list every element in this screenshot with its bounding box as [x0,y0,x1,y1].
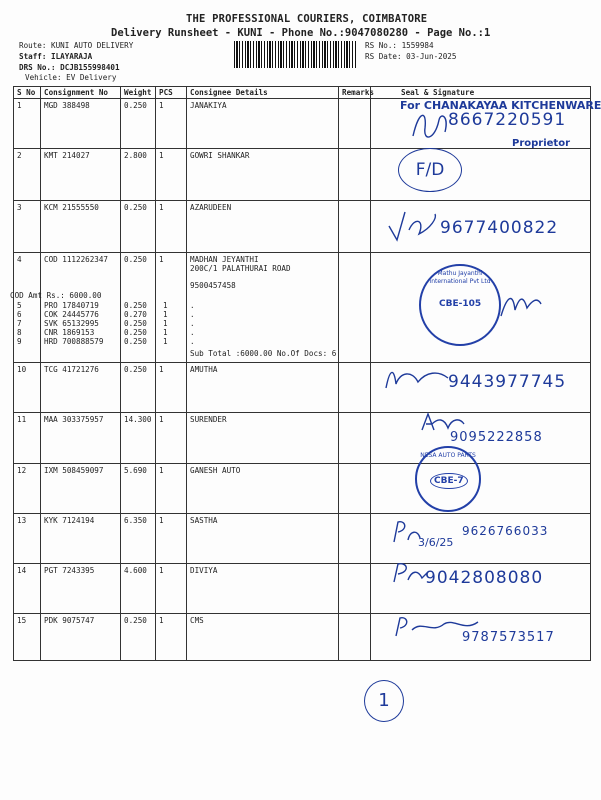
consignment-main: COD 1112262347 [44,255,109,264]
pcs [156,253,187,363]
col-header: PCS [156,87,187,99]
table-row [14,514,591,564]
weight-main: 0.250 [124,255,147,264]
consignee: DIVIYA [187,564,339,614]
sub-weight: 0.270 [124,310,147,319]
sno: 11 [14,413,41,464]
proprietor-label: Proprietor [512,138,571,149]
remarks [339,253,371,363]
sub-sno: 8 [17,328,22,337]
consignee: GANESH AUTO [187,464,339,514]
consignee: SURENDER [187,413,339,464]
signature-scribble [497,286,545,326]
pcs: 1 [156,514,187,564]
stamp-center-text: CBE-105 [439,299,482,309]
sub-weight: 0.250 [124,337,147,346]
handwritten-phone: 9677400822 [440,218,559,238]
col-header: Remarks [339,87,371,99]
weight: 0.250 [121,201,156,253]
consignee: SASTHA [187,514,339,564]
sub-consignment: HRD 700888579 [44,337,104,346]
pcs: 1 [156,464,187,514]
remarks [339,99,371,149]
sub-total: Sub Total :6000.00 No.Of Docs: 6 [190,349,337,358]
col-header: Consignee Details [187,87,339,99]
vehicle: Vehicle: EV Delivery [25,73,117,82]
pcs: 1 [156,149,187,201]
pcs: 1 [156,363,187,413]
remarks [339,413,371,464]
sub-sno: 9 [17,337,22,346]
consignee: AZARUDEEN [187,201,339,253]
weight: 4.600 [121,564,156,614]
remarks [339,149,371,201]
weight: 5.690 [121,464,156,514]
consignment: KMT 214027 [41,149,121,201]
pcs: 1 [156,201,187,253]
rs-date: RS Date: 03-Jun-2025 [365,52,457,61]
signature [371,464,591,514]
signature-scribble [385,206,440,242]
col-header: S No [14,87,41,99]
weight: 0.250 [121,363,156,413]
weight: 2.800 [121,149,156,201]
company-name: THE PROFESSIONAL COURIERS, COIMBATORE [186,13,428,25]
pcs: 1 [156,614,187,661]
sno: 3 [14,201,41,253]
company-stamp-text: For CHANAKAYAA KITCHENWARE [400,99,601,112]
handwritten-phone: 9042808080 [425,568,544,588]
consignee [187,253,339,363]
sno-main: 4 [17,255,22,264]
page-mark: 1 [364,680,404,722]
sno: 1 [14,99,41,149]
sub-dot: . [190,328,195,337]
consignment: KYK 7124194 [41,514,121,564]
handwritten-phone: 9443977745 [448,372,567,392]
pcs: 1 [156,564,187,614]
consignee: AMUTHA [187,363,339,413]
remarks [339,614,371,661]
sno: 10 [14,363,41,413]
pcs-main: 1 [159,255,164,264]
stamp-ring-text: NESA AUTO PARTS [420,452,476,459]
sub-dot: . [190,310,195,319]
consignee-address: 200C/1 PALATHURAI ROAD [190,264,291,273]
sno: 15 [14,614,41,661]
consignment: MGD 388498 [41,99,121,149]
weight: 0.250 [121,614,156,661]
route: Route: KUNI AUTO DELIVERY [19,41,134,50]
consignment [41,253,121,363]
consignment: KCM 21555550 [41,201,121,253]
col-header: Consignment No [41,87,121,99]
consignment: PDK 9075747 [41,614,121,661]
col-header: Weight [121,87,156,99]
sub-sno: 7 [17,319,22,328]
sub-dot: . [190,337,195,346]
pcs: 1 [156,413,187,464]
col-header: Seal & Signature [371,87,591,99]
sub-weight: 0.250 [124,319,147,328]
weight [121,253,156,363]
stamp-ring-text: Mathu Jayanthi International Pvt Ltd [429,270,491,285]
weight: 6.350 [121,514,156,564]
handwritten-phone: 9626766033 [462,524,549,538]
sub-weight: 0.250 [124,328,147,337]
sub-sno: 5 [17,301,22,310]
sno: 12 [14,464,41,514]
remarks [339,363,371,413]
consignee: CMS [187,614,339,661]
handwritten-phone: 8667220591 [448,110,567,130]
consignment: MAA 303375957 [41,413,121,464]
sub-consignment: PRO 17840719 [44,301,99,310]
consignment: IXM 508459097 [41,464,121,514]
table-row [14,464,591,514]
sub-weight: 0.250 [124,301,147,310]
drs-number: DRS No.: DCJB155998401 [19,63,120,72]
remarks [339,464,371,514]
remarks [339,564,371,614]
sub-consignment: COK 24445776 [44,310,99,319]
handwritten-phone: 9095222858 [450,430,543,445]
handwritten-phone: 9787573517 [462,630,555,645]
remarks [339,201,371,253]
consignee-phone: 9500457458 [190,281,236,290]
sub-pcs: 1 [163,328,168,337]
sub-pcs: 1 [163,337,168,346]
sub-pcs: 1 [163,310,168,319]
barcode [234,41,356,68]
sno: 13 [14,514,41,564]
staff: Staff: ILAYARAJA [19,52,93,61]
weight: 0.250 [121,99,156,149]
sub-dot: . [190,301,195,310]
consignee-name: MADHAN JEYANTHI [190,255,259,264]
handwritten-date: 3/6/25 [418,536,454,549]
table-row [14,149,591,201]
sub-dot: . [190,319,195,328]
sub-pcs: 1 [163,301,168,310]
consignee: JANAKIYA [187,99,339,149]
sno: 2 [14,149,41,201]
weight: 14.300 [121,413,156,464]
consignment: PGT 7243395 [41,564,121,614]
pcs: 1 [156,99,187,149]
table-header-row [14,87,591,99]
sno: 14 [14,564,41,614]
consignee: GOWRI SHANKAR [187,149,339,201]
sub-sno: 6 [17,310,22,319]
remarks [339,514,371,564]
sub-pcs: 1 [163,319,168,328]
company-round-stamp [419,264,501,346]
runsheet-title: Delivery Runsheet - KUNI - Phone No.:9047080280 - Page No.:1 [111,27,491,39]
consignment: TCG 41721276 [41,363,121,413]
stamp-center-text: CBE-7 [430,473,468,489]
fd-mark: F/D [398,148,462,192]
sub-consignment: SVK 65132995 [44,319,99,328]
sub-consignment: CNR 1869153 [44,328,95,337]
rs-number: RS No.: 1559984 [365,41,434,50]
shop-round-stamp [415,446,481,512]
signature-scribble [382,364,452,398]
cod-amount: COD Amt Rs.: 6000.00 [10,291,102,300]
